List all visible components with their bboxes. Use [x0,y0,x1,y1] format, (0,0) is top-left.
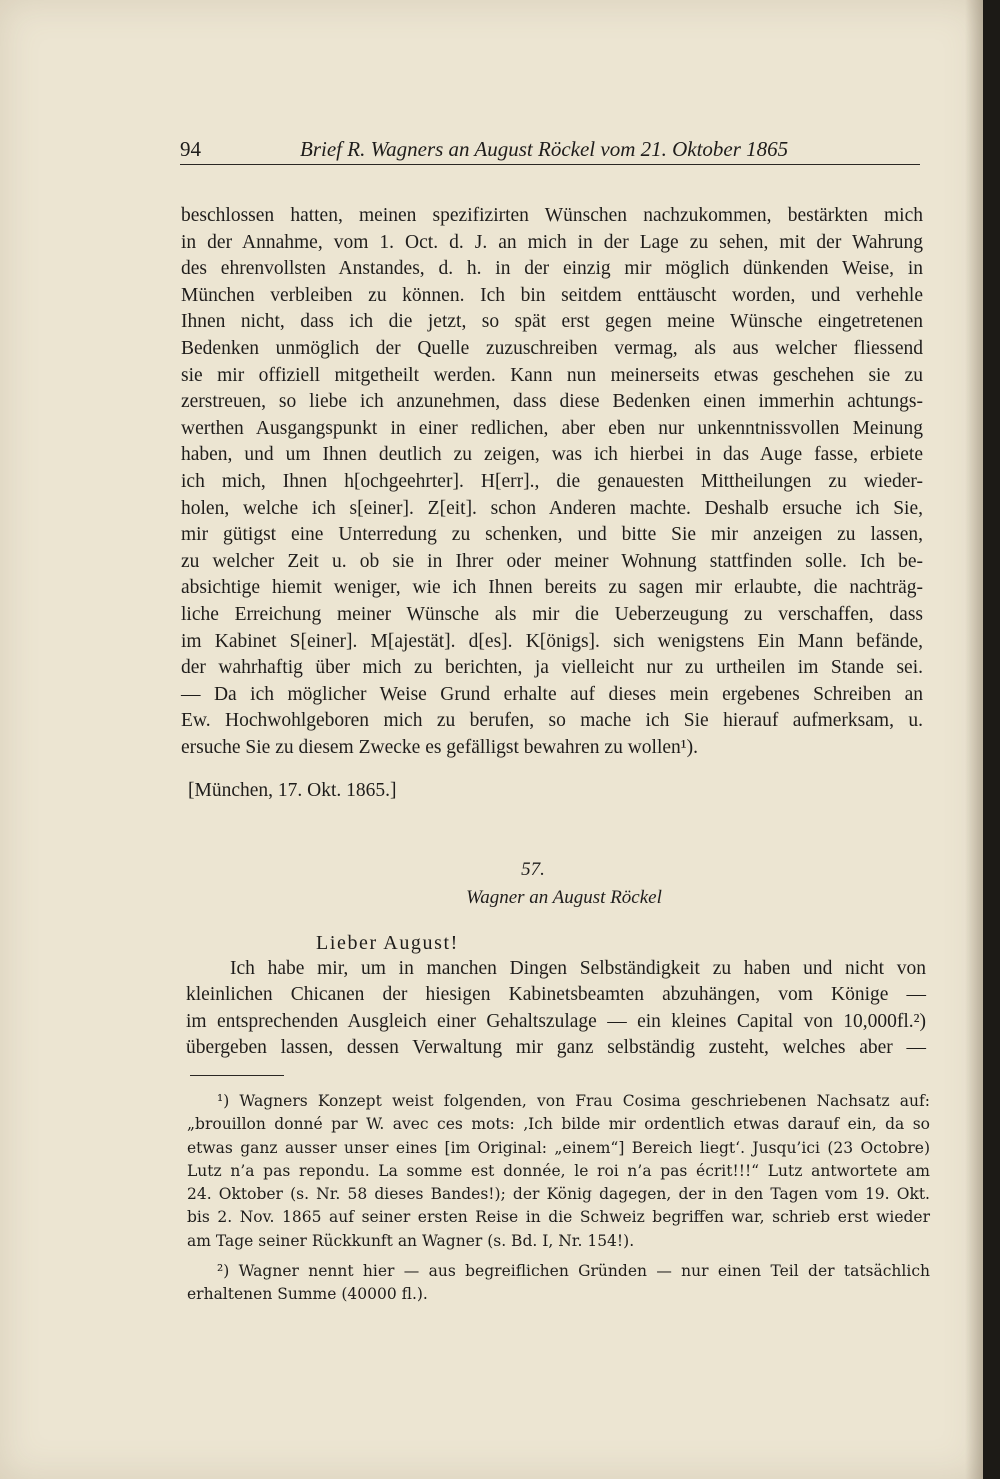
body-line: in der Annahme, vom 1. Oct. d. J. an mich in der Lage zu sehen, mit der Wahrung [181,231,923,253]
footnote-line: 24. Oktober (s. Nr. 58 dieses Bandes!); der König dagegen, der in den Tagen vom 19. Okt. [187,1185,930,1204]
body-line: ersuche Sie zu diesem Zwecke es gefälligst bewahren zu wollen¹). [181,736,698,758]
body-line: der wahrhaftig über mich zu berichten, ja vielleicht nur zu urtheilen im Stande sei. [181,657,923,679]
body-line: haben, und um Ihnen deutlich zu zeigen, was ich hierbei in das Auge fasse, erbiete [181,444,923,466]
body-line: Ihnen nicht, dass ich die jetzt, so spät erst gegen meine Wünsche eingetretenen [181,311,923,333]
body-line: Ew. Hochwohlgeboren mich zu berufen, so mache ich Sie hierauf aufmerksam, u. [181,710,923,732]
body-line: mir gütigst eine Unterredung zu schenken, und bitte Sie mir anzeigen zu lassen, [181,524,923,546]
letter-line: im entsprechenden Ausgleich einer Gehaltszulage — ein kleines Capital von 10,000fl.²) [186,1010,926,1032]
salutation: Lieber August! [316,932,459,954]
letter-line: Ich habe mir, um in manchen Dingen Selbständigkeit zu haben und nicht von [230,958,926,979]
body-line: holen, welche ich s[einer]. Z[eit]. schon Anderen machte. Deshalb ersuche ich Sie, [181,497,923,519]
dateline: [München, 17. Okt. 1865.] [188,780,397,801]
body-line: ich mich, Ihnen h[ochgeehrter]. H[err]., die genauesten Mittheilungen zu wieder- [181,470,923,492]
running-title: Brief R. Wagners an August Röckel vom 21. Oktober 1865 [300,137,789,161]
footnote-line: Lutz n’a pas repondu. La somme est donnée, le roi n’a pas écrit!!!“ Lutz antwortete am [187,1161,930,1180]
footnote-line: bis 2. Nov. 1865 auf seiner ersten Reise in die Schweiz begriffen war, schrieb erst wieder [187,1208,930,1227]
body-line: im Kabinet S[einer]. M[ajestät]. d[es]. K[önigs]. sich wenigstens Ein Mann befände, [181,630,923,652]
letter-line: übergeben lassen, dessen Verwaltung mir ganz selbständig zusteht, welches aber — [186,1037,926,1059]
body-line: werthen Ausgangspunkt in einer redlichen, aber eben nur unkenntnissvollen Meinung [181,417,923,439]
footnote-line: „brouillon donné par W. avec ces mots: ‚Ich bilde mir ordentlich etwas darauf ein, da so [187,1115,930,1134]
footnote-line: ¹) Wagners Konzept weist folgenden, von Frau Cosima geschriebenen Nachsatz auf: [217,1092,930,1110]
footnote-line: am Tage seiner Rückkunft an Wagner (s. Bd. I, Nr. 154!). [187,1231,635,1250]
body-line: beschlossen hatten, meinen spezifizirten Wünschen nachzukommen, bestärkten mich [181,205,923,226]
body-text [181,203,923,761]
footnote-line: erhaltenen Summe (40000 fl.). [187,1285,428,1304]
letter-number: 57. [521,859,545,880]
body-line: — Da ich möglicher Weise Grund erhalte auf dieses mein ergebenes Schreiben an [181,683,923,705]
letter-title: Wagner an August Röckel [466,887,662,908]
footnote-rule [190,1075,284,1076]
body-line: München verbleiben zu können. Ich bin seitdem enttäuscht worden, und verhehle [181,284,923,306]
footnote-line: etwas ganz ausser unser eines [im Original: „einem“] Bereich liegt‘. Jusqu’ici (23 Octobre) [187,1138,930,1157]
body-line: absichtige hiemit weniger, wie ich Ihnen bereits zu sagen mir erlaubte, die nachträg- [181,577,923,599]
body-line: sie mir offiziell mitgetheilt werden. Kann nun meinerseits etwas geschehen sie zu [181,364,923,386]
footnotes [187,1090,930,1307]
body-line: des ehrenvollsten Anstandes, d. h. in der einzig mir möglich dünkenden Weise, in [181,258,923,280]
body-line: zu welcher Zeit u. ob sie in Ihrer oder meiner Wohnung stattfinden solle. Ich be- [181,550,923,572]
body-line: liche Erreichung meiner Wünsche als mir die Ueberzeugung zu verschaffen, dass [181,603,923,625]
page-header [180,136,920,166]
letter-body [186,956,926,1062]
header-rule [180,164,920,165]
body-line: Bedenken unmöglich der Quelle zuzuschreiben vermag, als aus welcher fliessend [181,337,923,359]
page-number: 94 [180,137,201,161]
letter-line: kleinlichen Chicanen der hiesigen Kabinetsbeamten abzuhängen, vom Könige — [186,984,926,1006]
body-line: zerstreuen, so liebe ich anzunehmen, dass diese Bedenken einen immerhin achtungs- [181,391,923,413]
footnote-line: ²) Wagner nennt hier — aus begreiflichen Gründen — nur einen Teil der tatsächlich [217,1262,930,1281]
